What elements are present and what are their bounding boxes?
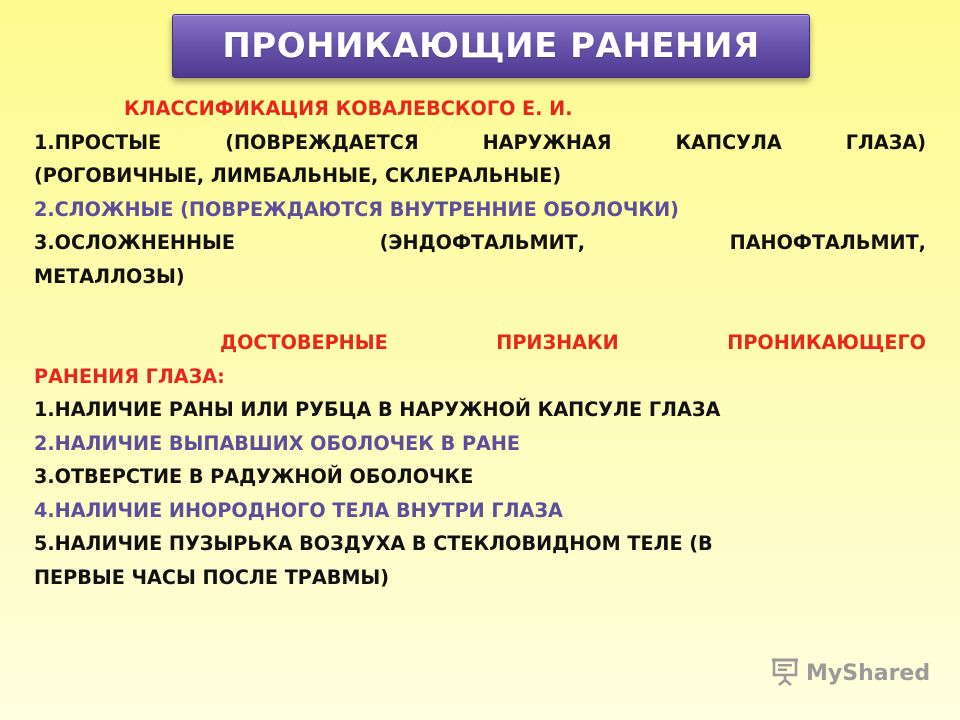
word: 1.ПРОСТЫЕ [34, 130, 162, 154]
word: НАРУЖНАЯ [482, 130, 612, 154]
signs-heading-line-1 [34, 326, 926, 360]
sign-item-5-line-1: 5.НАЛИЧИЕ ПУЗЫРЬКА ВОЗДУХА В СТЕКЛОВИДНОМ ТЕЛЕ (В [34, 532, 713, 555]
classification-item-1-line-2: (РОГОВИЧНЫЕ, ЛИМБАЛЬНЫЕ, СКЛЕРАЛЬНЫЕ) [34, 164, 562, 187]
classification-item-3-line-1 [34, 226, 926, 260]
sign-item-4: 4.НАЛИЧИЕ ИНОРОДНОГО ТЕЛА ВНУТРИ ГЛАЗА [34, 498, 563, 522]
classification-heading: КЛАССИФИКАЦИЯ КОВАЛЕВСКОГО Е. И. [124, 97, 573, 120]
word: 3.ОСЛОЖНЕННЫЕ [34, 231, 236, 254]
sign-item-3: 3.ОТВЕРСТИЕ В РАДУЖНОЙ ОБОЛОЧКЕ [34, 465, 474, 488]
watermark-text: MyShared [806, 660, 931, 686]
slide-content [34, 92, 926, 594]
classification-item-2: 2.СЛОЖНЫЕ (ПОВРЕЖДАЮТСЯ ВНУТРЕННИЕ ОБОЛОЧКИ) [34, 197, 679, 221]
word: КАПСУЛА [675, 130, 782, 154]
sign-item-1: 1.НАЛИЧИЕ РАНЫ ИЛИ РУБЦА В НАРУЖНОЙ КАПСУЛЕ ГЛАЗА [34, 398, 721, 421]
word: (ЭНДОФТАЛЬМИТ, [379, 231, 586, 254]
classification-item-3-line-2: МЕТАЛЛОЗЫ) [34, 264, 185, 288]
slide-title-banner [172, 14, 810, 78]
sign-item-2: 2.НАЛИЧИЕ ВЫПАВШИХ ОБОЛОЧЕК В РАНЕ [34, 431, 521, 455]
spacer [34, 293, 926, 326]
signs-heading-line-2: РАНЕНИЯ ГЛАЗА: [34, 364, 225, 388]
classification-item-1-line-1 [34, 126, 926, 160]
sign-item-5-line-2: ПЕРВЫЕ ЧАСЫ ПОСЛЕ ТРАВМЫ) [34, 565, 390, 589]
word: ГЛАЗА) [845, 130, 926, 154]
word: ПРИЗНАКИ [496, 331, 619, 354]
word: ПРОНИКАЮЩЕГО [727, 331, 926, 354]
word: ДОСТОВЕРНЫЕ [220, 331, 388, 354]
watermark-logo [770, 656, 930, 690]
word: (ПОВРЕЖДАЕТСЯ [225, 130, 419, 154]
presentation-board-icon [770, 656, 800, 690]
slide-title: ПРОНИКАЮЩИЕ РАНЕНИЯ [222, 26, 760, 66]
word: ПАНОФТАЛЬМИТ, [729, 231, 926, 254]
